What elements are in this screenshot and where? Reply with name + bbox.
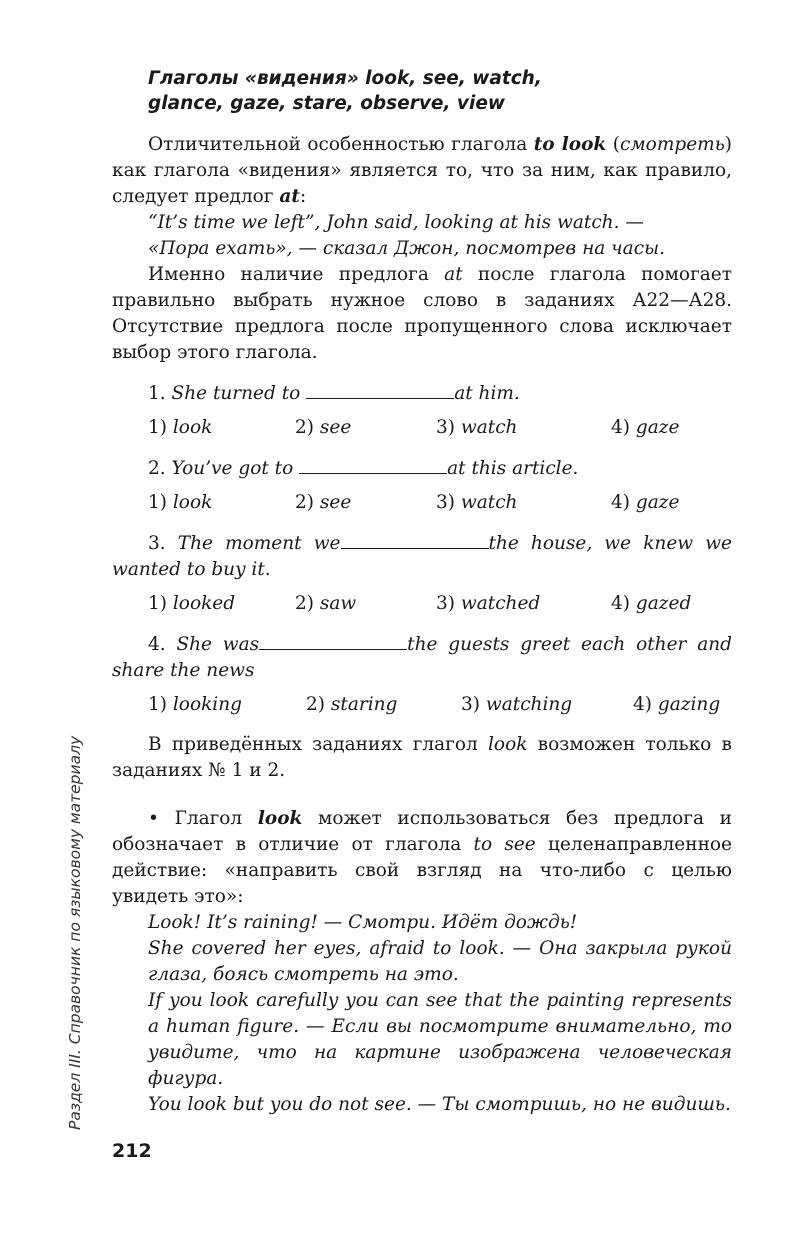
option-3[interactable] <box>436 490 611 516</box>
option-word: watching <box>485 694 573 715</box>
intro-paragraph <box>112 132 732 210</box>
option-number: 3) <box>436 492 455 513</box>
task-text-before: She was <box>165 634 260 655</box>
option-number: 4) <box>611 593 630 614</box>
option-1[interactable] <box>148 591 295 617</box>
option-number: 1) <box>148 492 167 513</box>
option-3[interactable] <box>461 692 633 718</box>
bullet-text-1: • Глагол <box>148 808 258 829</box>
intro-text-2: ( <box>606 134 620 155</box>
option-word: see <box>319 417 352 438</box>
task-text-after: at him. <box>454 383 520 404</box>
option-number: 1) <box>148 694 167 715</box>
task-text-after: at this article. <box>447 458 579 479</box>
option-3[interactable] <box>436 415 611 441</box>
intro-preposition: at <box>279 186 300 207</box>
task-text-before: The moment we <box>165 533 341 554</box>
task-1 <box>112 380 732 407</box>
task-2-options <box>112 490 732 516</box>
task-text-before: She turned to <box>165 383 307 404</box>
bullet-verb: look <box>257 808 303 829</box>
answer-blank[interactable] <box>259 631 407 650</box>
option-number: 4) <box>611 417 630 438</box>
option-word: gazed <box>635 593 692 614</box>
option-word: look <box>172 417 213 438</box>
option-1[interactable] <box>148 692 306 718</box>
bullet-verb-2: to see <box>473 834 536 855</box>
option-number: 2) <box>306 694 325 715</box>
example-russian: «Пора ехать», — сказал Джон, посмотрев на часы. <box>148 238 666 259</box>
task-number: 1. <box>148 383 166 404</box>
conclusion-number-2: 2 <box>267 760 280 781</box>
option-4[interactable] <box>633 692 720 718</box>
section-heading <box>148 66 732 116</box>
option-number: 3) <box>461 694 480 715</box>
option-word: saw <box>319 593 357 614</box>
option-number: 4) <box>633 694 652 715</box>
section-side-caption: Раздел III. Справочник по языковому материалу <box>66 735 84 1130</box>
option-number: 2) <box>295 593 314 614</box>
conclusion-text-4: . <box>279 760 286 781</box>
intro-verb: to look <box>533 134 607 155</box>
option-2[interactable] <box>295 591 436 617</box>
option-number: 3) <box>436 417 455 438</box>
option-word: gaze <box>635 417 680 438</box>
intro-text-1: Отличительной особенностью глагола <box>148 134 534 155</box>
task-text-after: the guests greet each other and share the news <box>112 634 732 681</box>
note-text-2: после глагола помогает правильно выбрать нужное слово в заданиях А22—А28. Отсутствие предлога после пропущенного слова исключает выбор этого глагола. <box>112 264 732 363</box>
task-text-before: You’ve got to <box>165 458 300 479</box>
note-text-1: Именно наличие предлога <box>148 264 445 285</box>
option-word: staring <box>330 694 398 715</box>
heading-line-1: Глаголы «видения» look, see, watch, <box>148 68 542 89</box>
task-2 <box>112 455 732 482</box>
option-word: looked <box>172 593 236 614</box>
task-number: 3. <box>148 533 166 554</box>
page-content <box>112 66 732 1118</box>
option-word: looking <box>172 694 242 715</box>
intro-text-4: : <box>299 186 307 207</box>
note-preposition: at <box>444 264 463 285</box>
option-4[interactable] <box>611 490 679 516</box>
option-number: 2) <box>295 417 314 438</box>
option-2[interactable] <box>306 692 461 718</box>
answer-blank[interactable] <box>299 455 447 474</box>
task-4 <box>112 631 732 684</box>
option-4[interactable] <box>611 591 691 617</box>
option-word: gaze <box>635 492 680 513</box>
option-number: 2) <box>295 492 314 513</box>
bullet-paragraph <box>112 806 732 910</box>
task-3 <box>112 530 732 583</box>
option-number: 1) <box>148 417 167 438</box>
example-english: “It’s time we left”, John said, looking at his watch. — <box>148 212 644 233</box>
answer-blank[interactable] <box>341 530 489 549</box>
option-1[interactable] <box>148 415 295 441</box>
conclusion-number-1: 1 <box>231 760 244 781</box>
example-look-4: You look but you do not see. — Ты смотришь, но не видишь. <box>148 1094 731 1115</box>
answer-blank[interactable] <box>306 380 454 399</box>
task-text-after: the house, we knew we wanted to buy it. <box>112 533 732 580</box>
task-3-options <box>112 591 732 617</box>
conclusion-text-1: В приведённых заданиях глагол <box>148 734 489 755</box>
conclusion-text-3: и <box>243 760 268 781</box>
option-word: see <box>319 492 352 513</box>
conclusion-text-2: возможен только в заданиях № <box>112 734 732 781</box>
bullet-text-3: целенаправленное действие: «направить свой взгляд на что-либо с целью увидеть это»: <box>112 834 732 907</box>
example-look-3: If you look carefully you can see that the painting represents a human figure. — Если вы посмотрите внимательно, то увидите, что на картине изображена человеческая фигура. <box>148 990 732 1089</box>
option-3[interactable] <box>436 591 611 617</box>
intro-meaning: смотреть <box>619 134 725 155</box>
conclusion-paragraph <box>112 732 732 784</box>
option-1[interactable] <box>148 490 295 516</box>
task-number: 4. <box>148 634 166 655</box>
option-2[interactable] <box>295 415 436 441</box>
page-number: 212 <box>112 1140 152 1162</box>
option-word: watched <box>460 593 541 614</box>
option-number: 4) <box>611 492 630 513</box>
option-word: watch <box>460 417 518 438</box>
note-paragraph <box>112 262 732 366</box>
option-number: 1) <box>148 593 167 614</box>
task-4-options <box>112 692 732 718</box>
option-word: gazing <box>657 694 721 715</box>
bullet-text-2: может использоваться без предлога и обозначает в отличие от глагола <box>112 808 732 855</box>
task-1-options <box>112 415 732 441</box>
option-word: watch <box>460 492 518 513</box>
heading-line-2: glance, gaze, stare, observe, view <box>148 93 505 114</box>
option-4[interactable] <box>611 415 679 441</box>
option-number: 3) <box>436 593 455 614</box>
example-look-1: Look! It’s raining! — Смотри. Идёт дождь! <box>148 912 578 933</box>
task-number: 2. <box>148 458 166 479</box>
option-word: look <box>172 492 213 513</box>
intro-text-3: ) как глагола «видения» является то, что за ним, как правило, следует предлог <box>112 134 732 207</box>
option-2[interactable] <box>295 490 436 516</box>
conclusion-verb: look <box>488 734 528 755</box>
example-look-2: She covered her eyes, afraid to look. — Она закрыла рукой глаза, боясь смотреть на это. <box>148 938 732 985</box>
